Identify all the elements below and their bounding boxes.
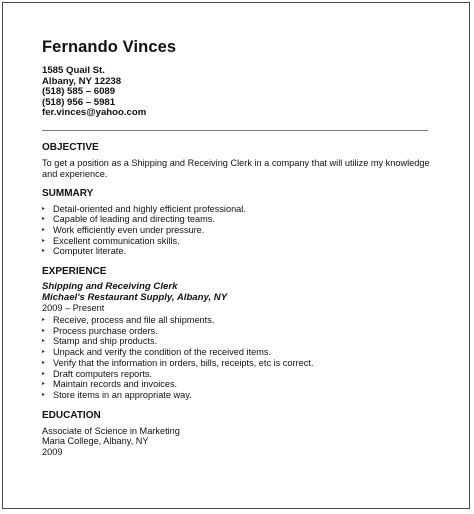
address-city: Albany, NY 12238 [42, 75, 122, 87]
objective-text: To get a position as a Shipping and Receiving Clerk in a company that will utilize my knowledge and experience. [42, 157, 430, 179]
school: Maria College, Albany, NY [42, 436, 149, 447]
bullet-icon: ▸ [42, 338, 46, 345]
list-item: ▸ Work efficiently even under pressure. [42, 224, 205, 235]
objective-section [42, 142, 434, 180]
phone-primary: (518) 585 – 6089 [42, 86, 116, 98]
list-item: ▸ Receive, process and file all shipments. [42, 315, 215, 326]
list-item: ▸ Process purchase orders. [42, 325, 158, 336]
bullet-icon: ▸ [42, 248, 46, 255]
experience-section [42, 266, 434, 401]
section-title-education: EDUCATION [42, 409, 101, 421]
list-item: ▸ Capable of leading and directing teams. [42, 214, 215, 225]
divider-line [42, 130, 428, 131]
address-street: 1585 Quail St. [42, 65, 105, 76]
contact-block [42, 66, 434, 119]
job-title: Shipping and Receiving Clerk [42, 281, 178, 293]
list-item: ▸ Stamp and ship products. [42, 336, 158, 347]
bullet-icon: ▸ [42, 317, 46, 324]
list-item: ▸ Draft computers reports. [42, 368, 153, 379]
list-item: ▸ Maintain records and invoices. [42, 379, 178, 390]
section-title-experience: EXPERIENCE [42, 266, 107, 278]
list-item: ▸ Computer literate. [42, 246, 127, 257]
summary-section [42, 188, 434, 258]
bullet-icon: ▸ [42, 226, 46, 233]
bullet-icon: ▸ [42, 216, 46, 223]
section-title-summary: SUMMARY [42, 187, 94, 199]
email-address: fer.vinces@yahoo.com [42, 107, 147, 119]
phone-secondary: (518) 956 – 5981 [42, 96, 116, 108]
bullet-icon: ▸ [42, 391, 46, 398]
bullet-icon: ▸ [42, 205, 46, 212]
duties-list [42, 315, 434, 401]
list-item: ▸ Unpack and verify the condition of the received items. [42, 347, 272, 358]
section-title-objective: OBJECTIVE [42, 141, 99, 153]
graduation-year: 2009 [42, 446, 63, 457]
bullet-icon: ▸ [42, 381, 46, 388]
bullet-icon: ▸ [42, 349, 46, 356]
list-item: ▸ Verify that the information in orders, bills, receipts, etc is correct. [42, 357, 314, 368]
candidate-name: Fernando Vinces [42, 38, 177, 56]
list-item: ▸ Excellent communication skills. [42, 235, 180, 246]
bullet-icon: ▸ [42, 359, 46, 366]
bullet-icon: ▸ [42, 327, 46, 334]
bullet-icon: ▸ [42, 370, 46, 377]
bullet-icon: ▸ [42, 237, 46, 244]
resume-document [42, 38, 434, 457]
list-item: ▸ Detail-oriented and highly efficient professional. [42, 203, 246, 214]
degree: Associate of Science in Marketing [42, 425, 180, 436]
summary-list [42, 204, 434, 258]
list-item: ▸ Store items in an appropriate way. [42, 389, 192, 400]
education-section [42, 410, 434, 458]
employment-dates: 2009 – Present [42, 303, 105, 314]
company-name: Michael's Restaurant Supply, Albany, NY [42, 291, 228, 303]
